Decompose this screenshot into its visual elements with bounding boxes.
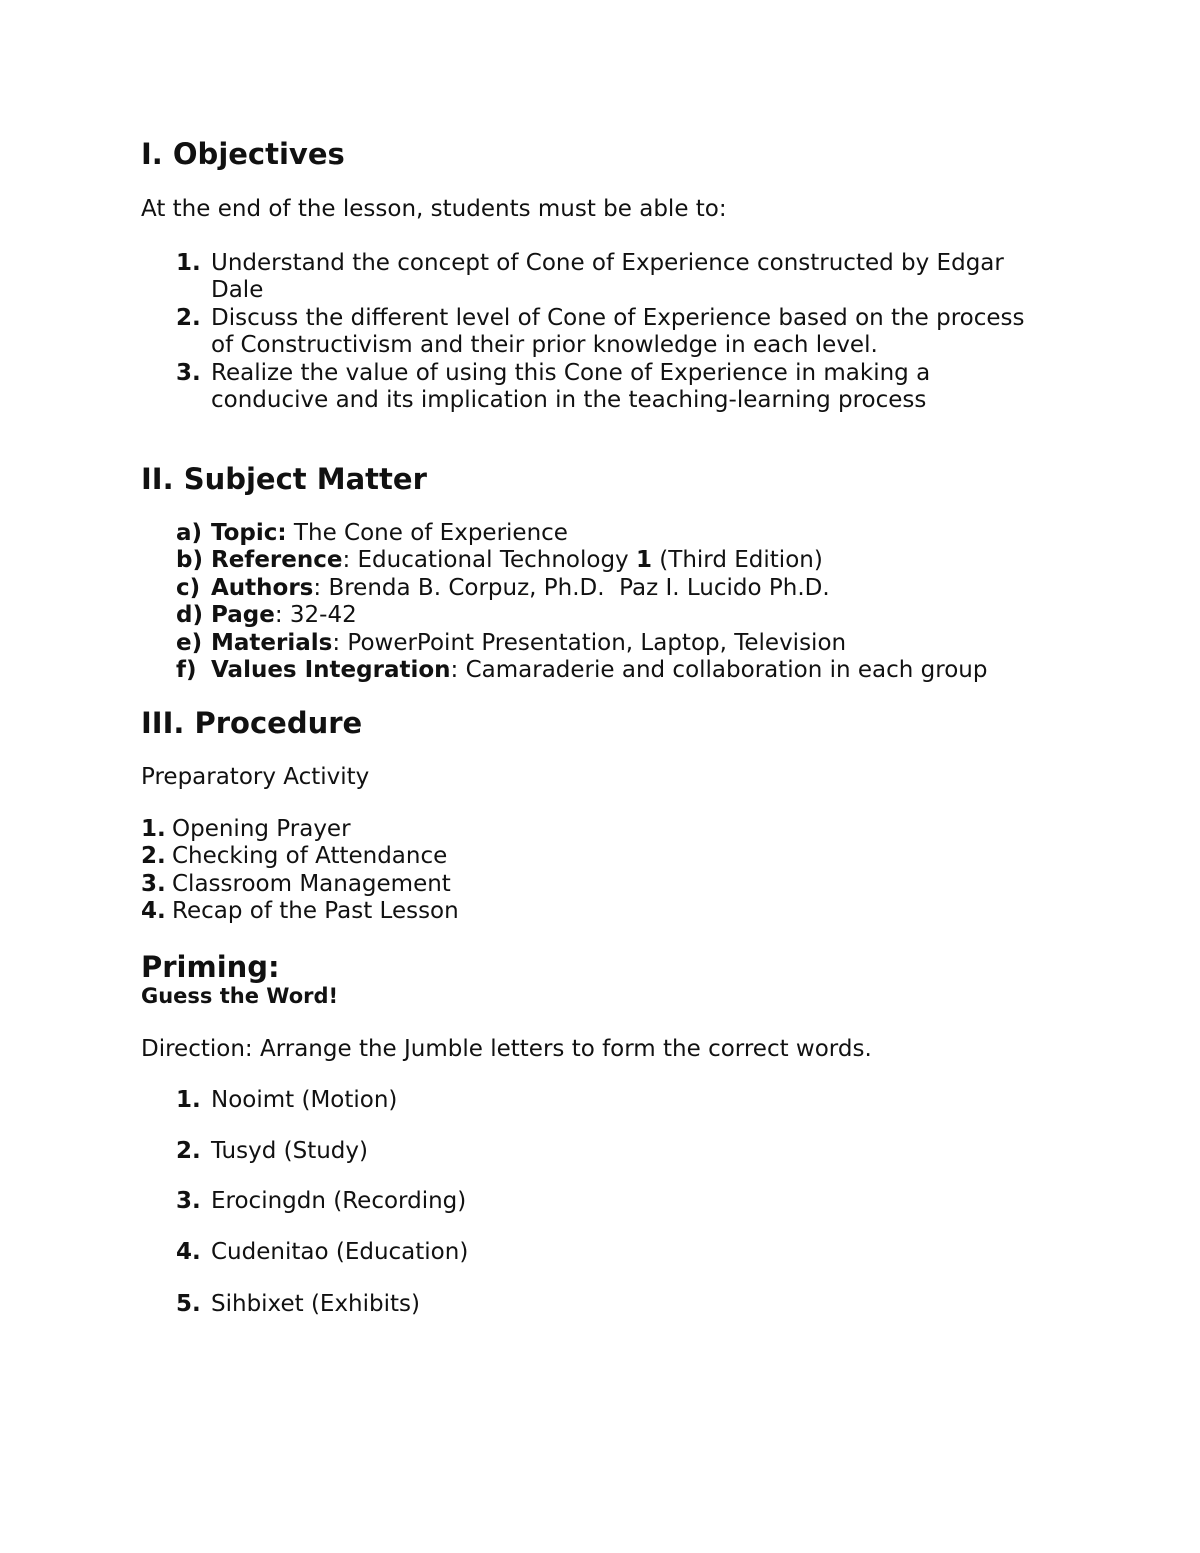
subject-item-value: The Cone of Experience: [286, 520, 568, 546]
subject-item-letter: e): [176, 630, 203, 656]
priming-item-text: Nooimt (Motion): [211, 1087, 398, 1113]
priming-heading: Priming:: [141, 950, 280, 984]
subject-item-letter: b): [176, 547, 203, 573]
priming-item-text: Tusyd (Study): [211, 1138, 368, 1164]
subject-item-label: Page: [211, 602, 275, 628]
priming-item-number: 5.: [176, 1291, 201, 1317]
procedure-heading: III. Procedure: [141, 706, 363, 740]
subject-item-value: : 32-42: [274, 602, 357, 628]
objective-text-line1: Understand the concept of Cone of Experience constructed by Edgar: [211, 250, 1004, 276]
objective-text-line2: of Constructivism and their prior knowledge in each level.: [211, 332, 878, 358]
procedure-item: [141, 897, 459, 925]
subject-item-label: Materials: [211, 630, 333, 656]
subject-item-value: : Brenda B. Corpuz, Ph.D. Paz I. Lucido Ph.D.: [313, 575, 830, 601]
objective-text-line2: conducive and its implication in the teaching-learning process: [211, 387, 927, 413]
procedure-item-number: 3.: [141, 871, 166, 897]
priming-item-text: Erocingdn (Recording): [211, 1188, 467, 1214]
priming-direction: Direction: Arrange the Jumble letters to form the correct words.: [141, 1036, 872, 1062]
objectives-heading: I. Objectives: [141, 137, 345, 171]
objective-text-line1: Realize the value of using this Cone of Experience in making a: [211, 360, 931, 386]
subject-item-value: : Educational Technology: [342, 547, 636, 573]
priming-item-number: 1.: [176, 1087, 201, 1113]
objective-number: 1.: [176, 250, 201, 276]
procedure-item: [141, 815, 351, 843]
subject-item-value-bold: 1: [635, 547, 652, 573]
subject-item-letter: c): [176, 575, 201, 601]
subject-item-letter: a): [176, 520, 203, 546]
objectives-intro: At the end of the lesson, students must be able to:: [141, 196, 727, 222]
objective-number: 2.: [176, 305, 201, 331]
priming-item-number: 2.: [176, 1138, 201, 1164]
subject-item-values: [176, 656, 987, 684]
subject-item-reference: [176, 546, 823, 574]
priming-item-number: 3.: [176, 1188, 201, 1214]
procedure-item-text: Recap of the Past Lesson: [172, 898, 459, 924]
procedure-subheading: Preparatory Activity: [141, 764, 370, 790]
procedure-item-number: 2.: [141, 843, 166, 869]
priming-item-number: 4.: [176, 1239, 201, 1265]
subject-item-value-post: (Third Edition): [652, 547, 823, 573]
objective-text-line2: Dale: [211, 277, 264, 303]
subject-item-value: : Camaraderie and collaboration in each group: [450, 657, 988, 683]
priming-item-text: Cudenitao (Education): [211, 1239, 469, 1265]
procedure-item-text: Classroom Management: [172, 871, 451, 897]
subject-item-authors: [176, 574, 830, 602]
subject-item-value: : PowerPoint Presentation, Laptop, Television: [332, 630, 847, 656]
procedure-item: [141, 842, 447, 870]
subject-item-topic: [176, 519, 568, 547]
procedure-item-number: 1.: [141, 816, 166, 842]
subject-item-materials: [176, 629, 846, 657]
procedure-item-text: Opening Prayer: [172, 816, 351, 842]
subject-item-label: Values Integration: [211, 657, 451, 683]
procedure-item-text: Checking of Attendance: [172, 843, 448, 869]
subject-item-label: Topic:: [211, 520, 287, 546]
subject-matter-heading: II. Subject Matter: [141, 462, 427, 496]
objective-number: 3.: [176, 360, 201, 386]
subject-item-label: Reference: [211, 547, 343, 573]
procedure-item-number: 4.: [141, 898, 166, 924]
objective-text-line1: Discuss the different level of Cone of Experience based on the process: [211, 305, 1025, 331]
subject-item-letter: f): [176, 657, 197, 683]
subject-item-page: [176, 601, 357, 629]
priming-item-text: Sihbixet (Exhibits): [211, 1291, 420, 1317]
priming-subheading: Guess the Word!: [141, 984, 339, 1008]
subject-item-label: Authors: [211, 575, 314, 601]
subject-item-letter: d): [176, 602, 203, 628]
procedure-item: [141, 870, 451, 898]
